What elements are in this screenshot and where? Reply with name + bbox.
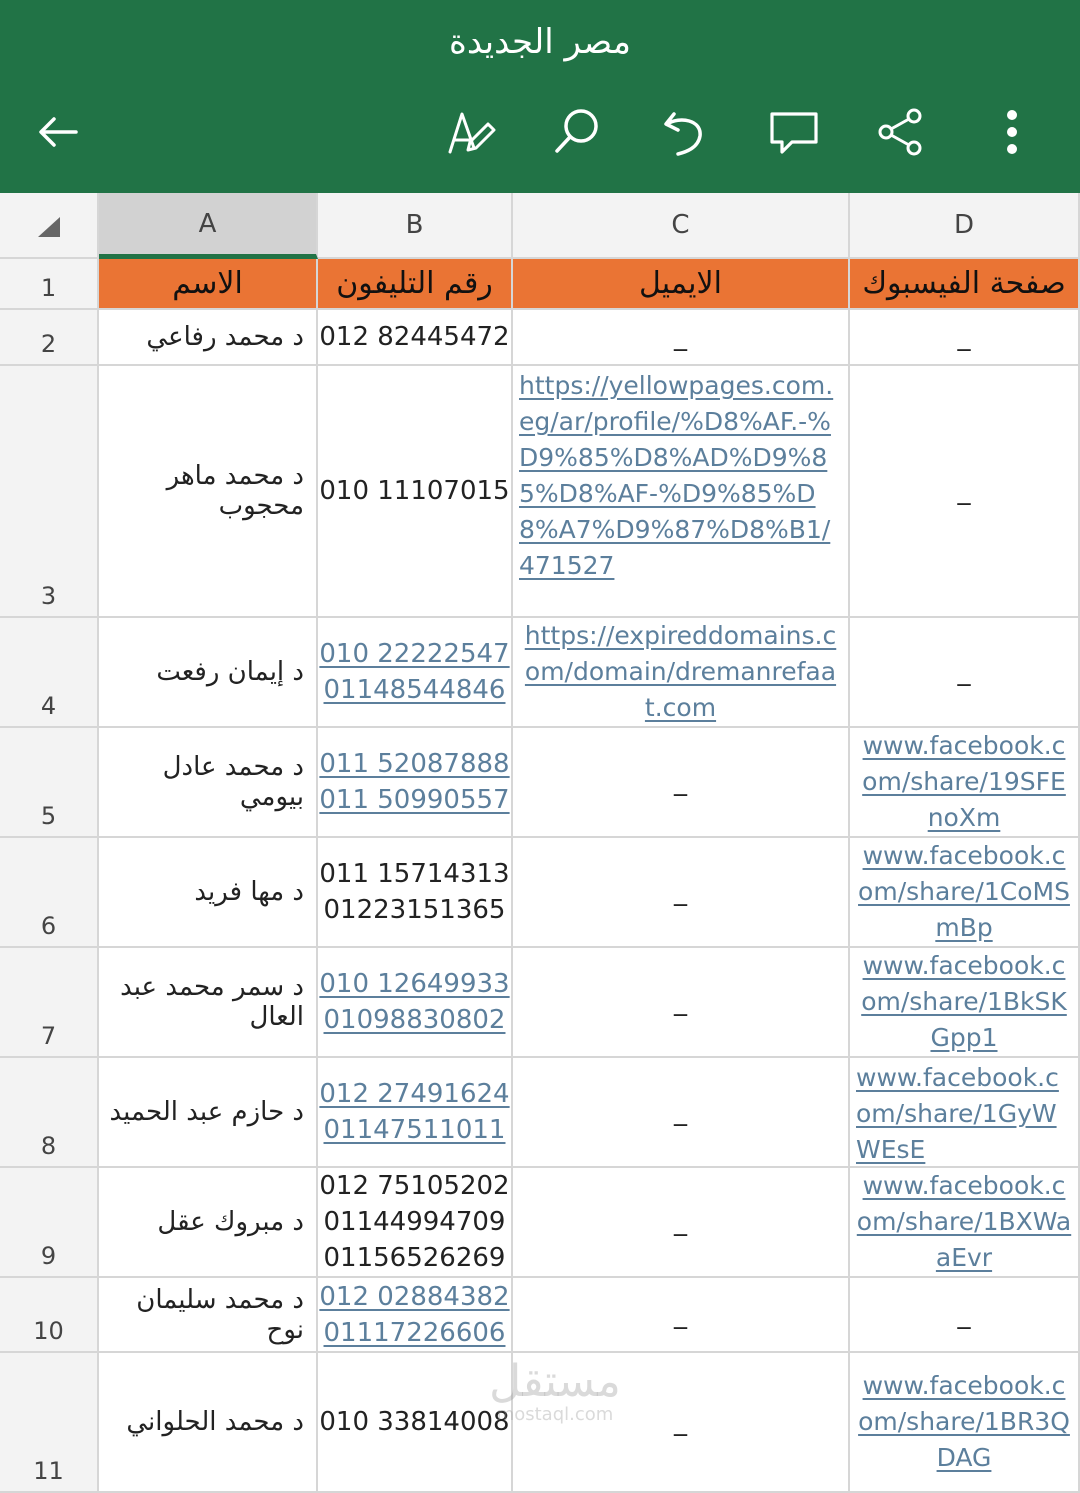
- name-cell[interactable]: [99, 1353, 318, 1493]
- column-header-c[interactable]: C: [513, 193, 850, 259]
- facebook-link[interactable]: www.facebook.com/share/1BXWaaEvr: [856, 1171, 1072, 1272]
- facebook-cell[interactable]: [850, 948, 1080, 1058]
- spreadsheet-grid[interactable]: [0, 193, 1080, 1485]
- email-cell[interactable]: [513, 1058, 850, 1168]
- email-cell[interactable]: [513, 838, 850, 948]
- phone-text: 012 75105202: [319, 1171, 510, 1201]
- more-icon: [984, 104, 1040, 160]
- facebook-link[interactable]: www.facebook.com/share/1CoMSmBp: [858, 841, 1070, 942]
- row-header[interactable]: 9: [0, 1168, 99, 1278]
- column-header-a[interactable]: A: [99, 193, 318, 259]
- name-cell[interactable]: [99, 838, 318, 948]
- back-arrow-icon: [30, 104, 86, 160]
- comment-button[interactable]: [762, 100, 826, 164]
- email-cell[interactable]: [513, 310, 850, 366]
- phone-link[interactable]: 01117226606: [323, 1317, 506, 1348]
- select-all-corner[interactable]: [0, 193, 99, 259]
- row-header[interactable]: 8: [0, 1058, 99, 1168]
- email-cell[interactable]: [513, 366, 850, 618]
- facebook-cell[interactable]: [850, 838, 1080, 948]
- share-button[interactable]: [868, 100, 932, 164]
- name-cell[interactable]: [99, 728, 318, 838]
- phone-text: 010 11107015: [319, 476, 510, 506]
- header-cell-email[interactable]: [513, 259, 850, 310]
- phone-link[interactable]: 012 02884382: [319, 1281, 510, 1312]
- phone-text: 011 15714313: [319, 859, 510, 889]
- phone-link[interactable]: 01098830802: [323, 1005, 506, 1035]
- phone-link[interactable]: 01147511011: [323, 1115, 506, 1145]
- column-header-b[interactable]: B: [318, 193, 513, 259]
- facebook-text: _: [957, 476, 971, 506]
- name-cell[interactable]: [99, 1058, 318, 1168]
- email-text: _: [674, 767, 687, 797]
- phone-link[interactable]: 012 27491624: [319, 1079, 510, 1109]
- name-cell[interactable]: [99, 310, 318, 366]
- header-label-phone: رقم التليفون: [336, 266, 493, 301]
- row-header[interactable]: 5: [0, 728, 99, 838]
- name-cell[interactable]: [99, 1168, 318, 1278]
- draw-button[interactable]: [438, 100, 502, 164]
- phone-cell[interactable]: [318, 1278, 513, 1353]
- name-text: د سمر محمد عبد العال: [120, 972, 304, 1032]
- email-text: _: [674, 877, 687, 907]
- facebook-cell[interactable]: [850, 1278, 1080, 1353]
- phone-text: 01144994709: [323, 1207, 506, 1237]
- name-cell[interactable]: [99, 1278, 318, 1353]
- phone-cell[interactable]: [318, 948, 513, 1058]
- facebook-cell[interactable]: [850, 1058, 1080, 1168]
- phone-text: 012 82445472: [319, 322, 510, 352]
- email-link[interactable]: https://yellowpages.com.eg/ar/profile/%D8%AF.-%D9%85%D8%AD%D9%85%D8%AF-%D9%85%D8%A7%D9%87%D8%B1/471527: [519, 371, 834, 580]
- watermark-arabic: مستقل: [489, 1356, 621, 1407]
- header-cell-name[interactable]: [99, 259, 318, 310]
- phone-cell[interactable]: [318, 618, 513, 728]
- row-header[interactable]: 4: [0, 618, 99, 728]
- row-header[interactable]: 11: [0, 1353, 99, 1493]
- phone-link[interactable]: 011 50990557: [319, 785, 510, 815]
- name-text: د حازم عبد الحميد: [109, 1097, 304, 1127]
- facebook-link[interactable]: www.facebook.com/share/1BkSKGpp1: [861, 951, 1067, 1052]
- phone-link[interactable]: 011 52087888: [319, 749, 510, 779]
- header-label-name: الاسم: [172, 266, 243, 301]
- email-text: _: [674, 1299, 687, 1330]
- facebook-cell[interactable]: [850, 618, 1080, 728]
- phone-cell[interactable]: [318, 728, 513, 838]
- header-label-email: الايميل: [639, 266, 722, 301]
- email-link[interactable]: https://expireddomains.com/domain/dremanrefaat.com: [524, 621, 837, 722]
- row-header[interactable]: 10: [0, 1278, 99, 1353]
- facebook-text: _: [957, 1299, 971, 1330]
- email-cell[interactable]: [513, 1353, 850, 1493]
- email-cell[interactable]: [513, 618, 850, 728]
- phone-cell[interactable]: [318, 1168, 513, 1278]
- more-options-button[interactable]: [980, 100, 1044, 164]
- facebook-link[interactable]: www.facebook.com/share/19SFEnoXm: [862, 731, 1066, 832]
- phone-text: 01156526269: [323, 1243, 506, 1273]
- facebook-cell[interactable]: [850, 366, 1080, 618]
- name-text: د محمد رفاعي: [146, 322, 304, 352]
- email-text: _: [674, 1097, 687, 1127]
- phone-cell[interactable]: [318, 1353, 513, 1493]
- undo-icon: [656, 104, 712, 160]
- select-all-triangle-icon: [38, 217, 62, 239]
- phone-link[interactable]: 010 12649933: [319, 969, 510, 999]
- header-cell-facebook[interactable]: [850, 259, 1080, 310]
- name-text: د محمد ماهر محجوب: [166, 461, 304, 521]
- phone-cell[interactable]: [318, 366, 513, 618]
- facebook-link[interactable]: www.facebook.com/share/1GyWWEsE: [856, 1063, 1059, 1164]
- name-text: د إيمان رفعت: [156, 657, 304, 687]
- email-text: _: [674, 1407, 687, 1437]
- column-header-d[interactable]: D: [850, 193, 1080, 259]
- name-text: د مها فريد: [194, 877, 304, 907]
- email-text: _: [674, 1207, 687, 1237]
- facebook-cell[interactable]: [850, 728, 1080, 838]
- email-text: _: [674, 322, 687, 352]
- header-cell-phone[interactable]: [318, 259, 513, 310]
- facebook-text: _: [957, 322, 971, 352]
- phone-cell[interactable]: [318, 838, 513, 948]
- email-cell[interactable]: [513, 1278, 850, 1353]
- phone-text: 01223151365: [323, 895, 506, 925]
- facebook-cell[interactable]: [850, 310, 1080, 366]
- search-icon: [548, 104, 604, 160]
- phone-cell[interactable]: [318, 310, 513, 366]
- facebook-cell[interactable]: [850, 1168, 1080, 1278]
- name-text: د محمد سليمان نوح: [136, 1284, 304, 1345]
- undo-button[interactable]: [652, 100, 716, 164]
- app-bar: [0, 0, 1080, 193]
- email-text: _: [674, 987, 687, 1017]
- email-cell[interactable]: [513, 1168, 850, 1278]
- row-header[interactable]: 3: [0, 366, 99, 618]
- email-cell[interactable]: [513, 948, 850, 1058]
- document-title: مصر الجديدة: [449, 22, 631, 62]
- phone-link[interactable]: 010 22222547: [319, 639, 510, 669]
- watermark-latin: mostaql.com: [496, 1404, 614, 1425]
- search-button[interactable]: [544, 100, 608, 164]
- row-header[interactable]: 2: [0, 310, 99, 366]
- share-icon: [872, 104, 928, 160]
- header-label-facebook: صفحة الفيسبوك: [862, 266, 1066, 301]
- facebook-text: _: [957, 657, 971, 687]
- row-header[interactable]: 7: [0, 948, 99, 1058]
- name-text: د مبروك عقل: [157, 1207, 304, 1237]
- name-text: د محمد عادل بيومي: [162, 752, 304, 812]
- draw-pen-icon: [442, 104, 498, 160]
- name-cell[interactable]: [99, 948, 318, 1058]
- phone-cell[interactable]: [318, 1058, 513, 1168]
- phone-link[interactable]: 01148544846: [323, 675, 506, 705]
- row-header[interactable]: 6: [0, 838, 99, 948]
- row-header[interactable]: 1: [0, 259, 99, 310]
- name-cell[interactable]: [99, 366, 318, 618]
- name-text: د محمد الحلواني: [126, 1407, 304, 1437]
- facebook-cell[interactable]: [850, 1353, 1080, 1493]
- name-cell[interactable]: [99, 618, 318, 728]
- phone-text: 010 33814008: [319, 1407, 510, 1437]
- comment-icon: [766, 104, 822, 160]
- email-cell[interactable]: [513, 728, 850, 838]
- facebook-link[interactable]: www.facebook.com/share/1BR3QDAG: [858, 1371, 1070, 1472]
- back-button[interactable]: [26, 100, 90, 164]
